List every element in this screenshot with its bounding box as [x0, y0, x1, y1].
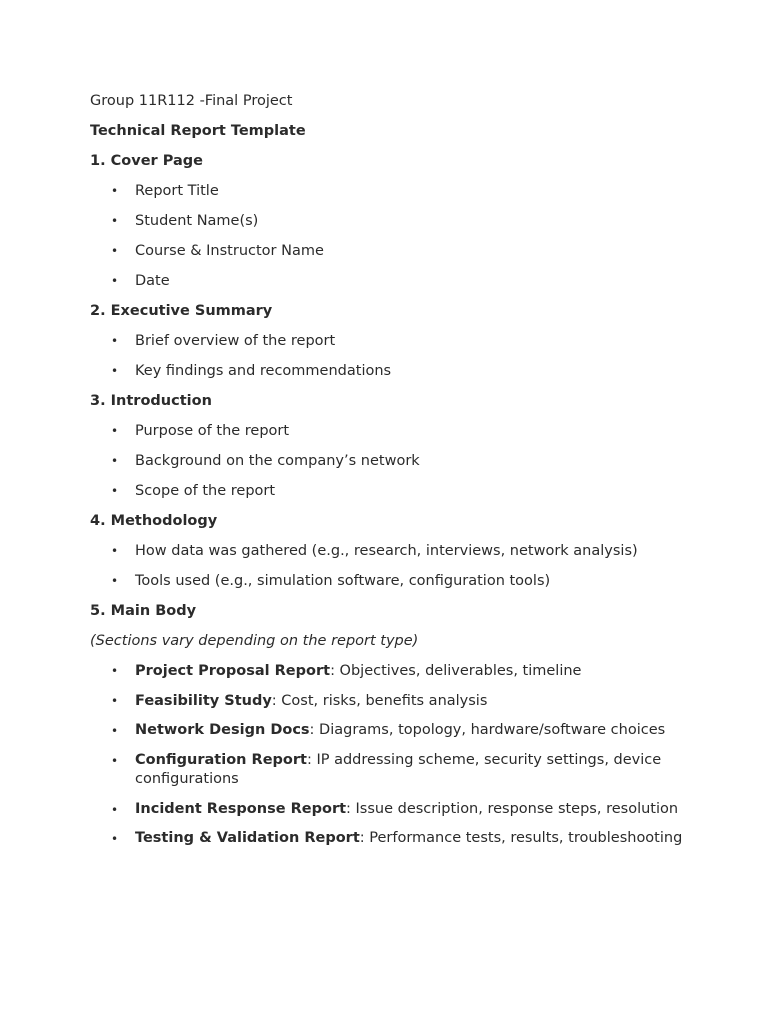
section-heading-main-body: 5. Main Body	[90, 603, 197, 619]
list-item: • Report Title	[111, 183, 219, 199]
report-type-term: Network Design Docs	[135, 722, 310, 738]
list-item: • Purpose of the report	[111, 423, 290, 439]
methodology-list	[90, 541, 690, 591]
bullet-icon: •	[111, 544, 119, 558]
report-type-term: Configuration Report	[135, 751, 307, 768]
section-heading-introduction: 3. Introduction	[90, 393, 212, 409]
bullet-icon: •	[111, 424, 119, 438]
report-type-desc: : Objectives, deliverables, timeline	[330, 663, 582, 679]
bullet-icon: •	[111, 214, 119, 228]
introduction-list	[90, 421, 690, 501]
template-title: Technical Report Template	[90, 123, 306, 139]
group-line: Group 11R112 -Final Project	[90, 93, 293, 109]
executive-summary-list	[90, 331, 690, 381]
section-heading-methodology: 4. Methodology	[90, 513, 218, 529]
bullet-icon: •	[111, 274, 119, 288]
list-item	[90, 721, 690, 741]
list-item	[90, 751, 690, 790]
report-type-term: Incident Response Report	[135, 800, 347, 817]
section-heading-cover-page: 1. Cover Page	[90, 153, 203, 169]
list-item	[90, 800, 690, 820]
bullet-icon: •	[111, 694, 119, 708]
main-body-note: (Sections vary depending on the report type)	[90, 633, 419, 649]
bullet-icon: •	[111, 454, 119, 468]
report-type-desc: : Performance tests, results, troubleshooting	[359, 830, 683, 846]
list-item: • Date	[111, 273, 170, 289]
list-item: • Brief overview of the report	[111, 333, 336, 349]
bullet-icon: •	[111, 724, 119, 738]
list-item	[90, 691, 690, 711]
list-item	[90, 829, 690, 849]
bullet-icon: •	[111, 244, 119, 258]
list-item: • Key findings and recommendations	[111, 363, 392, 379]
report-type-term: Testing & Validation Report	[135, 830, 360, 846]
section-heading-executive-summary: 2. Executive Summary	[90, 303, 273, 319]
bullet-icon: •	[111, 334, 119, 348]
list-item: • Background on the company’s network	[111, 453, 420, 469]
bullet-icon: •	[111, 753, 119, 768]
bullet-icon: •	[111, 802, 119, 817]
report-type-term: Feasibility Study	[135, 693, 272, 709]
document-page	[90, 91, 690, 859]
cover-page-list	[90, 181, 690, 291]
report-type-desc: : Cost, risks, benefits analysis	[271, 693, 488, 709]
list-item: • Scope of the report	[111, 483, 276, 499]
report-type-term: Project Proposal Report	[135, 663, 331, 679]
list-item: • Student Name(s)	[111, 213, 259, 229]
list-item: • How data was gathered (e.g., research, interviews, network analysis)	[111, 543, 638, 559]
bullet-icon: •	[111, 832, 119, 846]
report-type-desc: : Diagrams, topology, hardware/software choices	[309, 722, 666, 738]
report-type-desc: : IP addressing scheme, security settings, device configurations	[135, 751, 662, 787]
report-type-desc: : Issue description, response steps, resolution	[346, 800, 679, 817]
main-body-list	[90, 661, 690, 849]
bullet-icon: •	[111, 184, 119, 198]
list-item: • Tools used (e.g., simulation software, configuration tools)	[111, 573, 551, 589]
bullet-icon: •	[111, 364, 119, 378]
bullet-icon: •	[111, 664, 119, 678]
bullet-icon: •	[111, 484, 119, 498]
list-item: • Course & Instructor Name	[111, 243, 324, 259]
list-item	[90, 661, 690, 681]
bullet-icon: •	[111, 574, 119, 588]
